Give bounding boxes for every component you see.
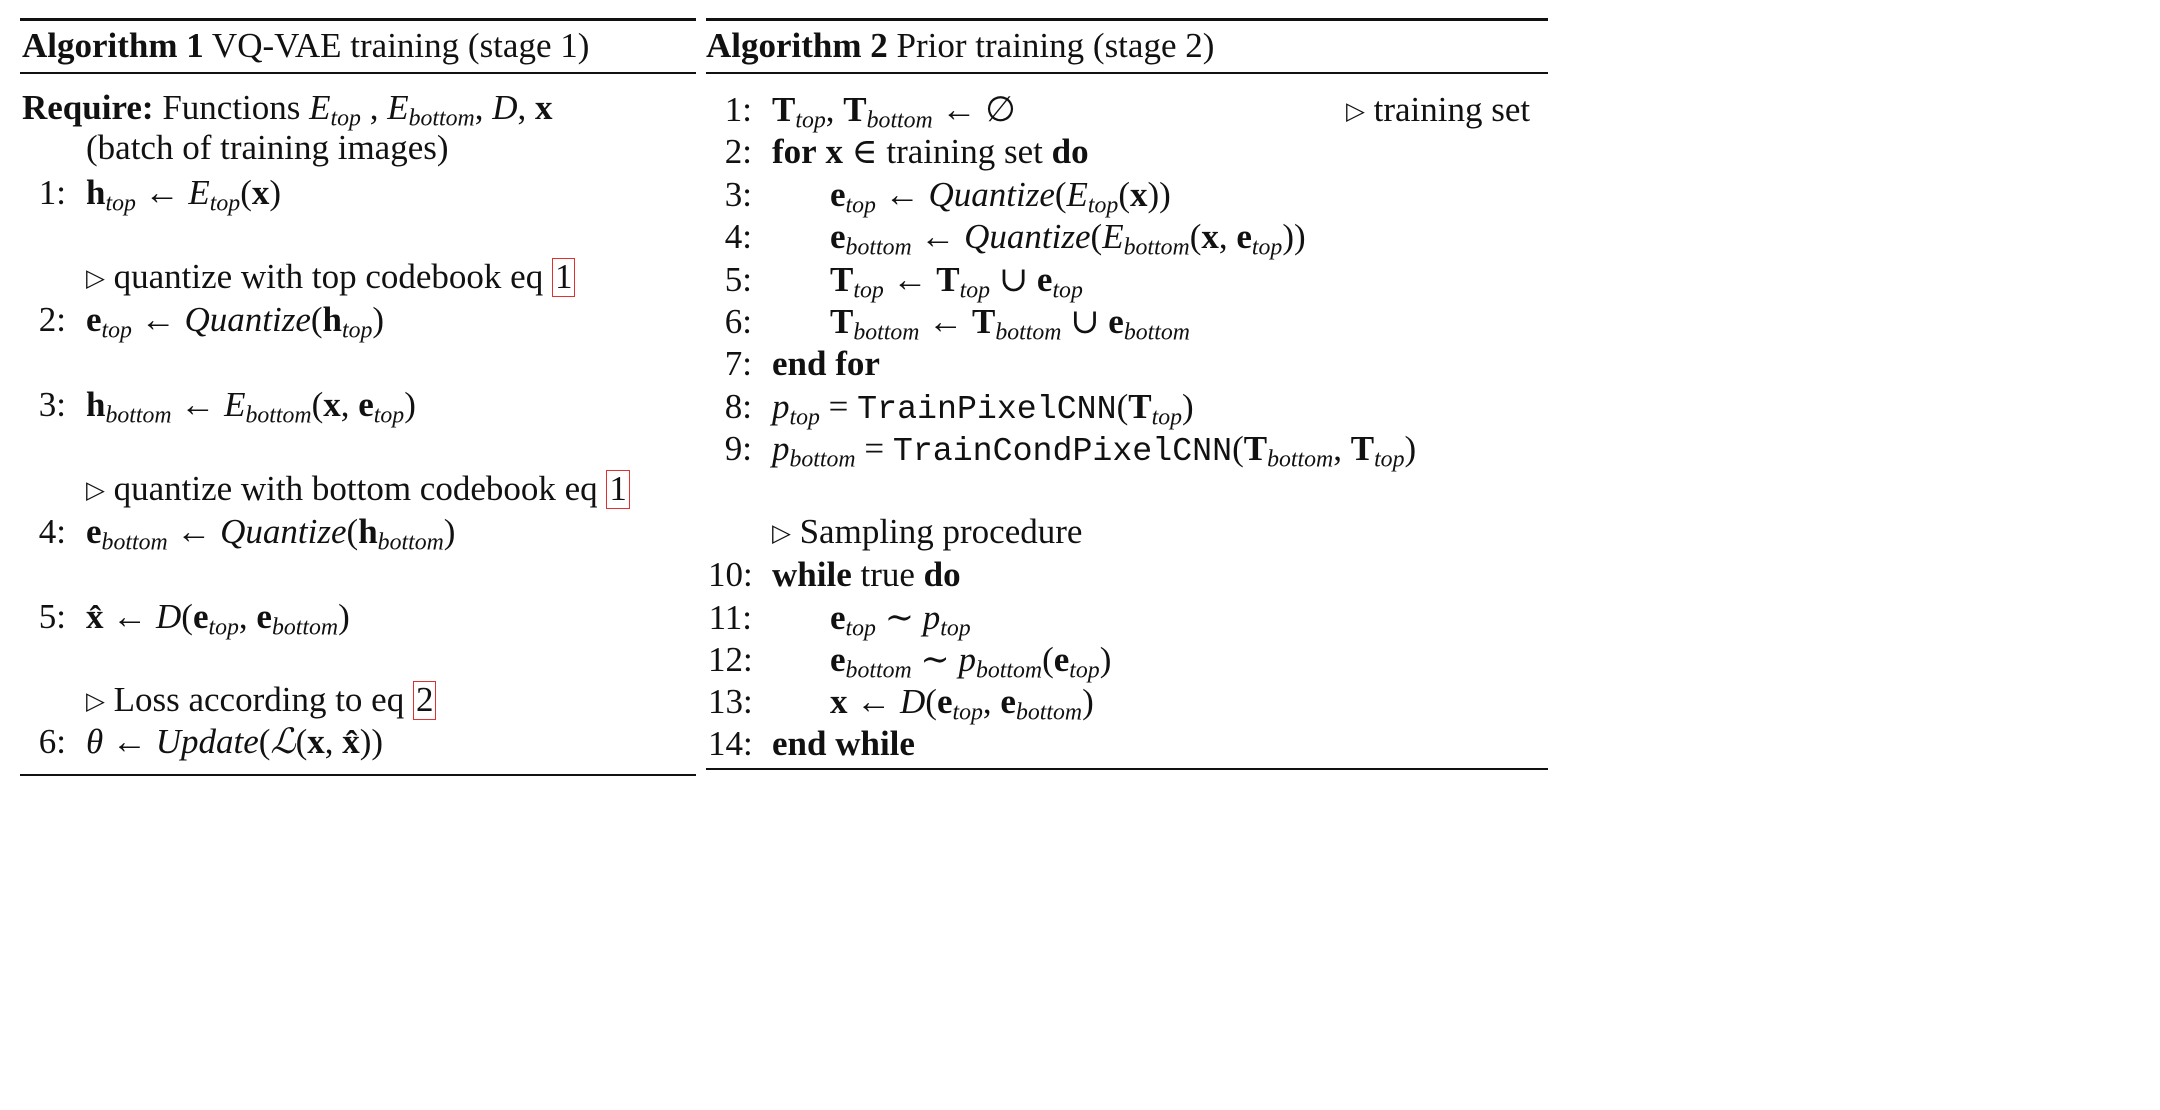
alg2-line-number: 10: xyxy=(708,555,753,594)
alg1-step-5: x̂ ← $D(e_{top}$, $e_{bottom}$) xyxy=(86,597,350,641)
alg1-header-label: Algorithm 1 xyxy=(22,26,204,65)
alg2-step-9: $p_{bottom}$ = $TrainCondPixelCNN(T_{bottom}$, $T_{top}$) xyxy=(772,429,1417,473)
alg2-step-6: $T_{bottom}$ ← $T_{bottom}$ ∪ $e_{bottom}$ xyxy=(830,302,1190,346)
alg2-header xyxy=(706,28,1214,63)
alg2-line-number: 5: xyxy=(724,260,752,299)
comment-triangle-icon: ▷ xyxy=(1346,98,1365,125)
alg2-line-number: 12: xyxy=(708,640,753,679)
alg1-bottom-rule xyxy=(20,774,696,776)
alg2-step-14: end while xyxy=(772,724,915,763)
alg2-line-number: 13: xyxy=(708,682,753,721)
comment-triangle-icon: ▷ xyxy=(86,477,105,504)
alg1-line-number: 6: xyxy=(38,722,66,761)
alg1-line-number: 4: xyxy=(38,512,66,551)
alg2-header-title: Prior training (stage 2) xyxy=(896,26,1215,65)
alg1-step-1: $h_{top}$ ← $E_{top}(x)$ xyxy=(86,173,282,217)
alg1-header-title: VQ-VAE training (stage 1) xyxy=(211,26,590,65)
alg1-line-number: 3: xyxy=(38,385,66,424)
alg2-step-10: while true do xyxy=(772,555,961,594)
alg1-line-number: 1: xyxy=(38,173,66,212)
alg2-step-4: $e_{bottom}$ ← $Quantize(E_{bottom}(x$, $e_{top}$)) xyxy=(830,217,1306,261)
alg2-top-rule xyxy=(706,18,1548,21)
alg2-line-number: 3: xyxy=(724,175,752,214)
alg1-step-4: $e_{bottom}$ ← $Quantize(h_{bottom})$ xyxy=(86,512,456,556)
alg2-line-number: 1: xyxy=(724,90,752,129)
alg2-step-11: $e_{top}$ ∼ $p_{top}$ xyxy=(830,598,971,642)
alg2-line-number: 2: xyxy=(724,132,752,171)
alg2-step-8: $p_{top}$ = $TrainPixelCNN(T_{top})$ xyxy=(772,387,1194,431)
alg1-comment-3: ▷ Loss according to eq 2 xyxy=(86,681,436,720)
alg2-comment-training-set: ▷ training set xyxy=(1346,90,1531,129)
alg2-step-1: $T_{top}$, $T_{bottom}$ ← ∅ xyxy=(772,90,1016,134)
alg1-top-rule xyxy=(20,18,696,21)
alg1-require-cont: (batch of training images) xyxy=(86,128,449,167)
alg1-step-6: θ ← Update(ℒ(x, x̂)) xyxy=(86,722,384,761)
comment-triangle-icon: ▷ xyxy=(86,688,105,715)
alg1-mid-rule xyxy=(20,72,696,74)
alg2-step-3: $e_{top}$ ← $Quantize(E_{top}(x))$ xyxy=(830,175,1171,219)
alg2-step-2: for x ∈ training set do xyxy=(772,132,1089,171)
alg1-require: Require: Functions $E_{top}$ , $E_{bottom}$, D, x xyxy=(22,88,553,132)
alg1-step-2: $e_{top}$ ← $Quantize(h_{top})$ xyxy=(86,300,385,344)
alg2-step-12: $e_{bottom}$ ∼ $p_{bottom}(e_{top})$ xyxy=(830,640,1112,684)
alg2-bottom-rule xyxy=(706,768,1548,770)
alg2-step-13: x ← $D(e_{top}$, $e_{bottom}$) xyxy=(830,682,1094,726)
require-text-a: Functions xyxy=(162,88,301,127)
eq-ref-link[interactable]: 2 xyxy=(413,681,437,720)
alg1-comment-1: ▷ quantize with top codebook eq 1 xyxy=(86,258,575,297)
alg2-comment-sampling: ▷ Sampling procedure xyxy=(772,512,1083,551)
alg2-line-number: 11: xyxy=(708,598,752,637)
eq-ref-link[interactable]: 1 xyxy=(606,470,630,509)
alg1-step-3: $h_{bottom}$ ← $E_{bottom}(x$, $e_{top}$) xyxy=(86,385,416,429)
alg2-step-7: end for xyxy=(772,344,880,383)
alg1-header xyxy=(22,28,589,63)
alg2-line-number: 8: xyxy=(724,387,752,426)
eq-ref-link[interactable]: 1 xyxy=(552,258,576,297)
alg2-line-number: 6: xyxy=(724,302,752,341)
alg2-line-number: 14: xyxy=(708,724,753,763)
comment-triangle-icon: ▷ xyxy=(772,520,791,547)
comment-triangle-icon: ▷ xyxy=(86,265,105,292)
alg1-line-number: 2: xyxy=(38,300,66,339)
alg2-line-number: 4: xyxy=(724,217,752,256)
alg2-line-number: 9: xyxy=(724,429,752,468)
require-keyword: Require: xyxy=(22,88,154,127)
alg1-line-number: 5: xyxy=(38,597,66,636)
alg2-line-number: 7: xyxy=(724,344,752,383)
alg1-comment-2: ▷ quantize with bottom codebook eq 1 xyxy=(86,470,630,509)
alg2-header-label: Algorithm 2 xyxy=(706,26,888,65)
alg2-mid-rule xyxy=(706,72,1548,74)
alg2-step-5: $T_{top}$ ← $T_{top}$ ∪ $e_{top}$ xyxy=(830,260,1083,304)
